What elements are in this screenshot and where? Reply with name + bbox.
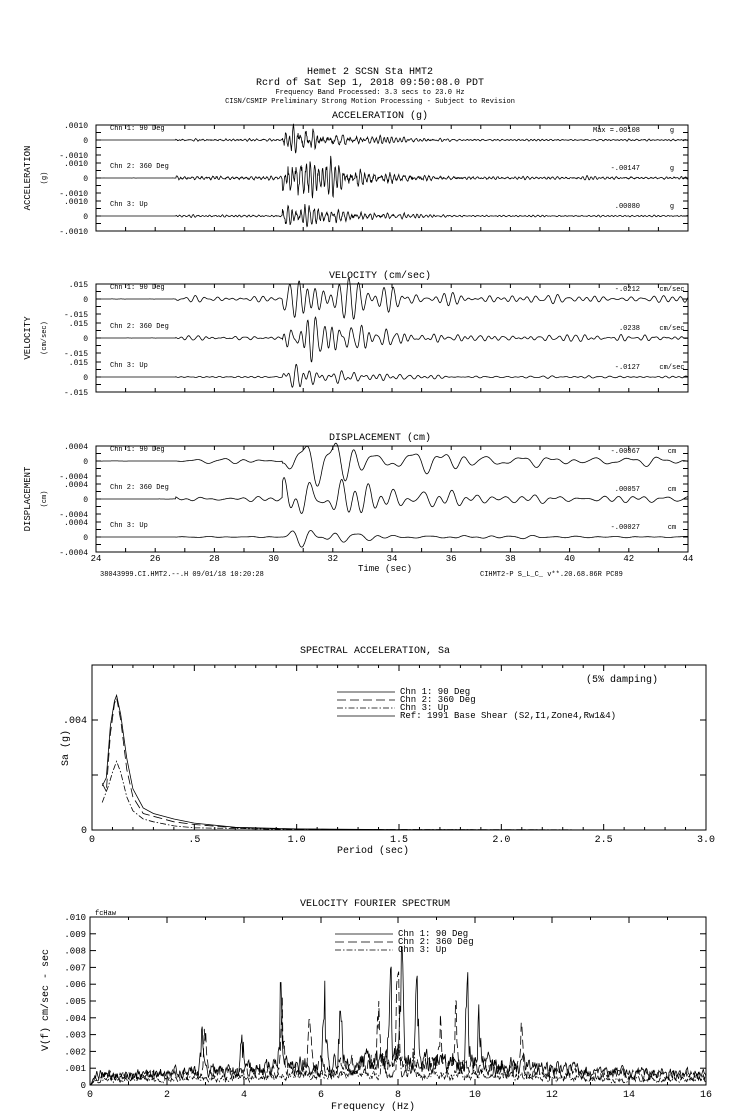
- y-axis-label: Sa (g): [61, 729, 72, 767]
- panel-title: VELOCITY (cm/sec): [328, 271, 432, 282]
- y-tick-label: -.0004: [59, 549, 88, 558]
- x-tick-label: 10: [468, 1090, 482, 1101]
- channel-label: Chn 1: 90 Deg: [110, 125, 165, 133]
- chart-title: VELOCITY FOURIER SPECTRUM: [299, 899, 451, 910]
- y-tick-label: .009: [64, 929, 86, 940]
- y-tick-label: .0004: [63, 443, 88, 452]
- fourier-series-line: [90, 947, 706, 1085]
- channel-label: Chn 1: 90 Deg: [110, 446, 165, 454]
- channel-unit: cm/sec: [659, 325, 685, 333]
- y-tick-label: 0: [83, 374, 88, 383]
- y-tick-label: 0: [83, 458, 88, 467]
- channel-unit: g: [669, 165, 675, 173]
- x-tick-label: 16: [699, 1090, 713, 1101]
- channel-peak: .00080: [614, 203, 640, 211]
- x-tick-label: 36: [445, 554, 457, 564]
- fourier-series-line: [90, 972, 706, 1085]
- x-tick-label: 32: [327, 554, 339, 564]
- y-tick-label: -.0010: [59, 152, 88, 161]
- panel-title: ACCELERATION (g): [331, 111, 429, 122]
- channel-peak: .0238: [618, 325, 640, 333]
- y-tick-label: 0: [83, 137, 88, 146]
- channel-unit: g: [669, 203, 675, 211]
- y-tick-label: 0: [83, 175, 88, 184]
- legend-label: Chn 3: Up: [398, 945, 447, 955]
- chart-title: SPECTRAL ACCELERATION, Sa: [299, 646, 451, 657]
- y-tick-label: 0: [83, 534, 88, 543]
- x-tick-label: .5: [188, 835, 201, 846]
- x-tick-label: 1.0: [287, 835, 306, 846]
- x-axis-label: Frequency (Hz): [330, 1102, 416, 1113]
- record-title: Rcrd of Sat Sep 1, 2018 09:50:08.0 PDT: [255, 78, 485, 89]
- panel-title: DISPLACEMENT (cm): [328, 433, 432, 444]
- panel-ylabel: ACCELERATION: [23, 145, 33, 211]
- x-tick-label: 1.5: [389, 835, 409, 846]
- y-tick-label: 0: [80, 826, 87, 837]
- legend-label: Chn 2: 360 Deg: [398, 937, 474, 947]
- x-axis-label: Time (sec): [357, 564, 413, 574]
- y-tick-label: .015: [68, 281, 88, 290]
- y-tick-label: 0: [83, 296, 88, 305]
- panel-yunit: (cm): [41, 490, 49, 508]
- y-tick-label: .0010: [63, 160, 88, 169]
- x-tick-label: 0: [86, 1090, 94, 1101]
- y-tick-label: .002: [64, 1047, 86, 1058]
- y-tick-label: .004: [62, 716, 87, 727]
- y-tick-label: .0004: [63, 481, 88, 490]
- y-tick-label: -.0010: [59, 228, 88, 237]
- y-tick-label: .010: [64, 913, 86, 923]
- station-title: Hemet 2 SCSN Sta HMT2: [306, 67, 434, 78]
- y-tick-label: -.0004: [59, 473, 88, 482]
- x-tick-label: 14: [622, 1090, 636, 1101]
- y-axis-label: V(f) cm/sec - sec: [41, 948, 52, 1052]
- waveform-trace: [96, 204, 688, 227]
- channel-unit: cm: [667, 486, 677, 494]
- x-tick-label: 26: [149, 554, 161, 564]
- legend-label: Ref: 1991 Base Shear (S2,I1,Zone4,Rw1&4): [400, 711, 617, 721]
- channel-peak: -.00067: [610, 448, 640, 456]
- x-tick-label: 8: [394, 1090, 402, 1101]
- channel-label: Chn 2: 360 Deg: [110, 323, 169, 331]
- y-tick-label: -.0004: [59, 511, 88, 520]
- waveform-trace: [96, 478, 688, 514]
- legend-label: Chn 2: 360 Deg: [400, 695, 476, 705]
- y-tick-label: .0010: [63, 122, 88, 131]
- channel-peak: -.0127: [614, 364, 640, 372]
- waveform-trace: [96, 364, 688, 387]
- y-tick-label: .0010: [63, 198, 88, 207]
- panel-disp: [23, 432, 688, 558]
- x-tick-label: 42: [623, 554, 635, 564]
- waveform-trace: [96, 156, 688, 198]
- x-tick-label: 44: [682, 554, 694, 564]
- y-tick-label: 0: [83, 213, 88, 222]
- panel-yunit: (cm/sec): [41, 321, 49, 355]
- time-series-panels: [23, 110, 693, 579]
- spectral-acceleration-chart: [60, 646, 715, 857]
- plot-frame: [92, 665, 706, 830]
- channel-label: Chn 2: 360 Deg: [110, 163, 169, 171]
- channel-peak: -.0212: [614, 286, 640, 294]
- x-tick-label: 3.0: [696, 835, 716, 846]
- x-tick-label: 28: [208, 554, 220, 564]
- y-tick-label: .004: [64, 1013, 86, 1024]
- y-tick-label: 0: [83, 496, 88, 505]
- y-tick-label: -.015: [63, 311, 88, 320]
- channel-unit: cm/sec: [659, 364, 685, 372]
- x-tick-label: 30: [268, 554, 280, 564]
- panel-ylabel: DISPLACEMENT: [23, 466, 33, 532]
- x-tick-label: 34: [386, 554, 398, 564]
- max-label: Max =: [593, 127, 615, 135]
- y-tick-label: -.015: [63, 350, 88, 359]
- legend-label: Chn 1: 90 Deg: [398, 929, 469, 939]
- channel-label: Chn 1: 90 Deg: [110, 284, 165, 292]
- channel-label: Chn 3: Up: [110, 522, 148, 530]
- y-tick-label: .007: [64, 963, 86, 974]
- channel-unit: cm: [667, 448, 677, 456]
- channel-label: Chn 3: Up: [110, 362, 148, 370]
- sa-series-line: [102, 761, 706, 830]
- y-tick-label: .0004: [63, 519, 88, 528]
- y-tick-label: 0: [80, 1081, 86, 1091]
- channel-peak: -.00027: [610, 524, 640, 532]
- frequency-band: Frequency Band Processed: 3.3 secs to 23.0 Hz: [275, 89, 465, 97]
- y-tick-label: -.015: [63, 389, 88, 398]
- damping-note: (5% damping): [585, 675, 658, 686]
- footer-left: 38043999.CI.HMT2.--.H 09/01/18 10:20:28: [100, 571, 264, 579]
- legend-label: Chn 3: Up: [400, 703, 449, 713]
- channel-label: Chn 3: Up: [110, 201, 148, 209]
- legend-label: Chn 1: 90 Deg: [400, 687, 471, 697]
- x-tick-label: 4: [240, 1090, 248, 1101]
- time-axis: [91, 554, 694, 579]
- panel-yunit: (g): [41, 171, 49, 185]
- waveform-trace: [96, 317, 688, 362]
- processing-note: CISN/CSMIP Preliminary Strong Motion Processing - Subject to Revision: [225, 98, 515, 106]
- y-tick-label: .015: [68, 359, 88, 368]
- x-tick-label: 40: [564, 554, 576, 564]
- velocity-fourier-chart: [40, 899, 712, 1113]
- channel-peak: .00057: [614, 486, 640, 494]
- x-axis-label: Period (sec): [336, 846, 410, 857]
- x-tick-label: 24: [90, 554, 102, 564]
- x-tick-label: 6: [317, 1090, 325, 1101]
- y-tick-label: .008: [64, 946, 86, 957]
- panel-ylabel: VELOCITY: [23, 316, 33, 360]
- y-tick-label: 0: [83, 335, 88, 344]
- panel-acc: [23, 110, 688, 237]
- waveform-trace: [96, 531, 688, 548]
- channel-unit: cm/sec: [659, 286, 685, 294]
- header: [225, 67, 515, 106]
- y-tick-label: .006: [64, 980, 86, 991]
- x-tick-label: 2.5: [594, 835, 613, 846]
- y-tick-label: .015: [68, 320, 88, 329]
- x-tick-label: 2: [163, 1090, 171, 1101]
- y-tick-label: .005: [64, 997, 86, 1007]
- channel-peak: -.00147: [610, 165, 640, 173]
- channel-unit: cm: [667, 524, 677, 532]
- y-tick-label: -.0010: [59, 190, 88, 199]
- channel-unit: g: [669, 127, 675, 135]
- channel-peak: .00108: [614, 127, 640, 135]
- channel-label: Chn 2: 360 Deg: [110, 484, 169, 492]
- x-tick-label: 2.0: [492, 835, 511, 846]
- annotation-label: fcHaw: [95, 910, 117, 918]
- y-tick-label: .001: [64, 1064, 86, 1075]
- x-tick-label: 38: [504, 554, 516, 564]
- x-tick-label: 0: [88, 835, 96, 846]
- footer-right: CIHMT2-P S_L_C_ v**.20.68.86R PC89: [480, 571, 623, 579]
- panel-vel: [23, 270, 688, 398]
- x-tick-label: 12: [545, 1090, 559, 1101]
- y-tick-label: .003: [64, 1030, 86, 1041]
